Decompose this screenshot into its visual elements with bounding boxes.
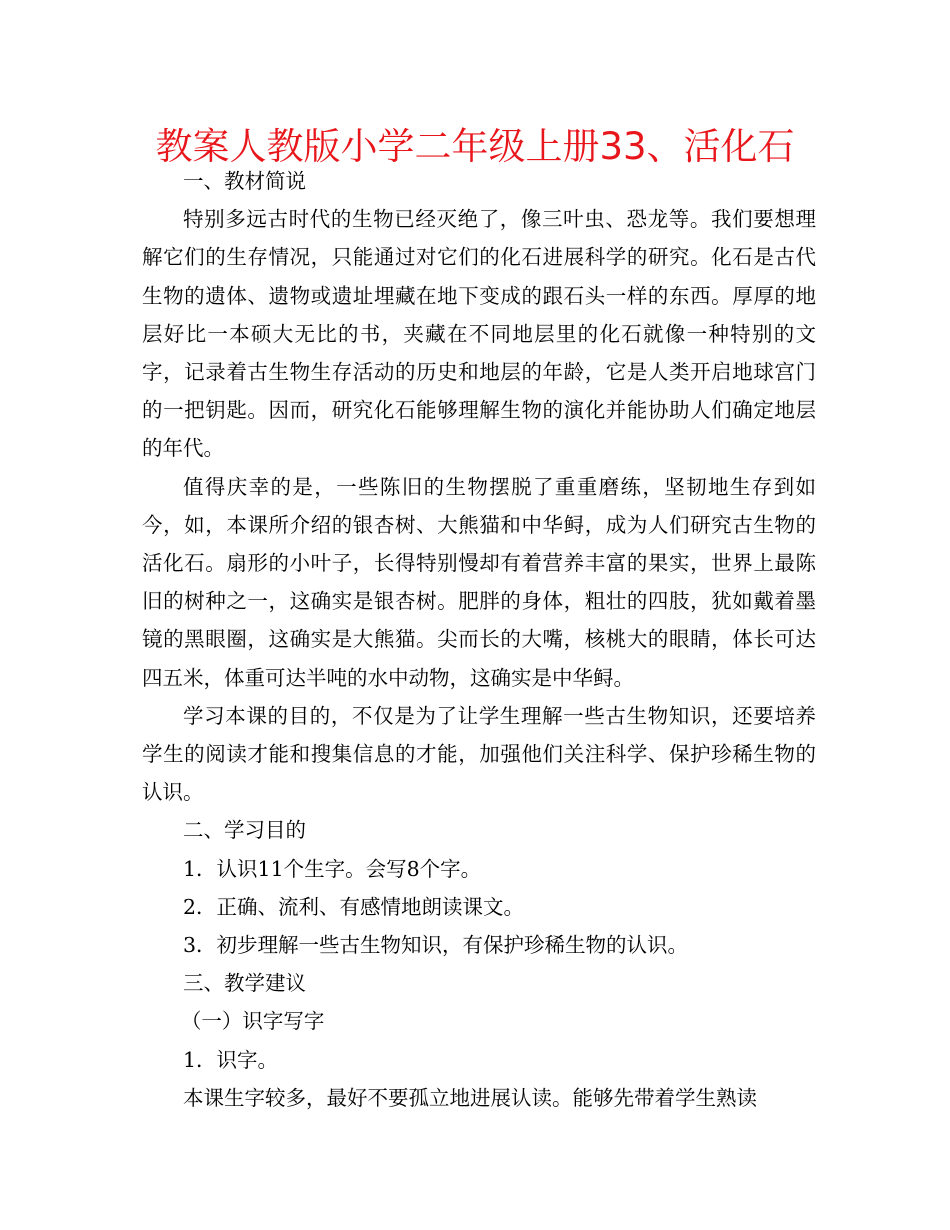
- list-item: 1．认识11个生字。会写8个字。: [183, 856, 482, 881]
- section-heading: 一、教材简说: [183, 169, 306, 193]
- section-heading: 三、教学建议: [183, 971, 306, 996]
- list-item: 3．初步理解一些古生物知识，有保护珍稀生物的认识。: [183, 933, 689, 958]
- list-item: 2．正确、流利、有感情地朗读课文。: [183, 894, 525, 919]
- section-heading: 二、学习目的: [183, 818, 306, 843]
- paragraph: 值得庆幸的是，一些陈旧的生物摆脱了重重磨练，坚韧地生存到如今，如，本课所介绍的银杏树、大熊猫和中华鲟，成为人们研究古生物的活化石。扇形的小叶子，长得特别慢却有着营养丰富的果实，世界上最陈旧的树种之一，这确实是银杏树。肥胖的身体，粗壮的四肢，犹如戴着墨镜的黑眼圈，这确实是大熊猫。尖而长的大嘴，核桃大的眼睛，体长可达四五米，体重可达半吨的水中动物，这确实是中华鲟。: [142, 474, 816, 690]
- paragraph: 学习本课的目的，不仅是为了让学生理解一些古生物知识，还要培养学生的阅读才能和搜集信息的才能，加强他们关注科学、保护珍稀生物的认识。: [142, 703, 816, 805]
- document-title: 教案人教版小学二年级上册33、活化石: [155, 125, 795, 168]
- paragraph: 特别多远古时代的生物已经灭绝了，像三叶虫、恐龙等。我们要想理解它们的生存情况，只能通过对它们的化石进展科学的研究。化石是古代生物的遗体、遗物或遗址埋藏在地下变成的跟石头一样的东西。厚厚的地层好比一本硕大无比的书，夹藏在不同地层里的化石就像一种特别的文字，记录着古生物生存活动的历史和地层的年龄，它是人类开启地球宫门的一把钥匙。因而，研究化石能够理解生物的演化并能协助人们确定地层的年代。: [142, 207, 816, 461]
- paragraph: 本课生字较多，最好不要孤立地进展认读。能够先带着学生熟读: [183, 1085, 757, 1110]
- list-item: 1．识字。: [183, 1047, 279, 1072]
- subsection-heading: （一）识字写字: [180, 1009, 325, 1034]
- document-body: [142, 162, 816, 1117]
